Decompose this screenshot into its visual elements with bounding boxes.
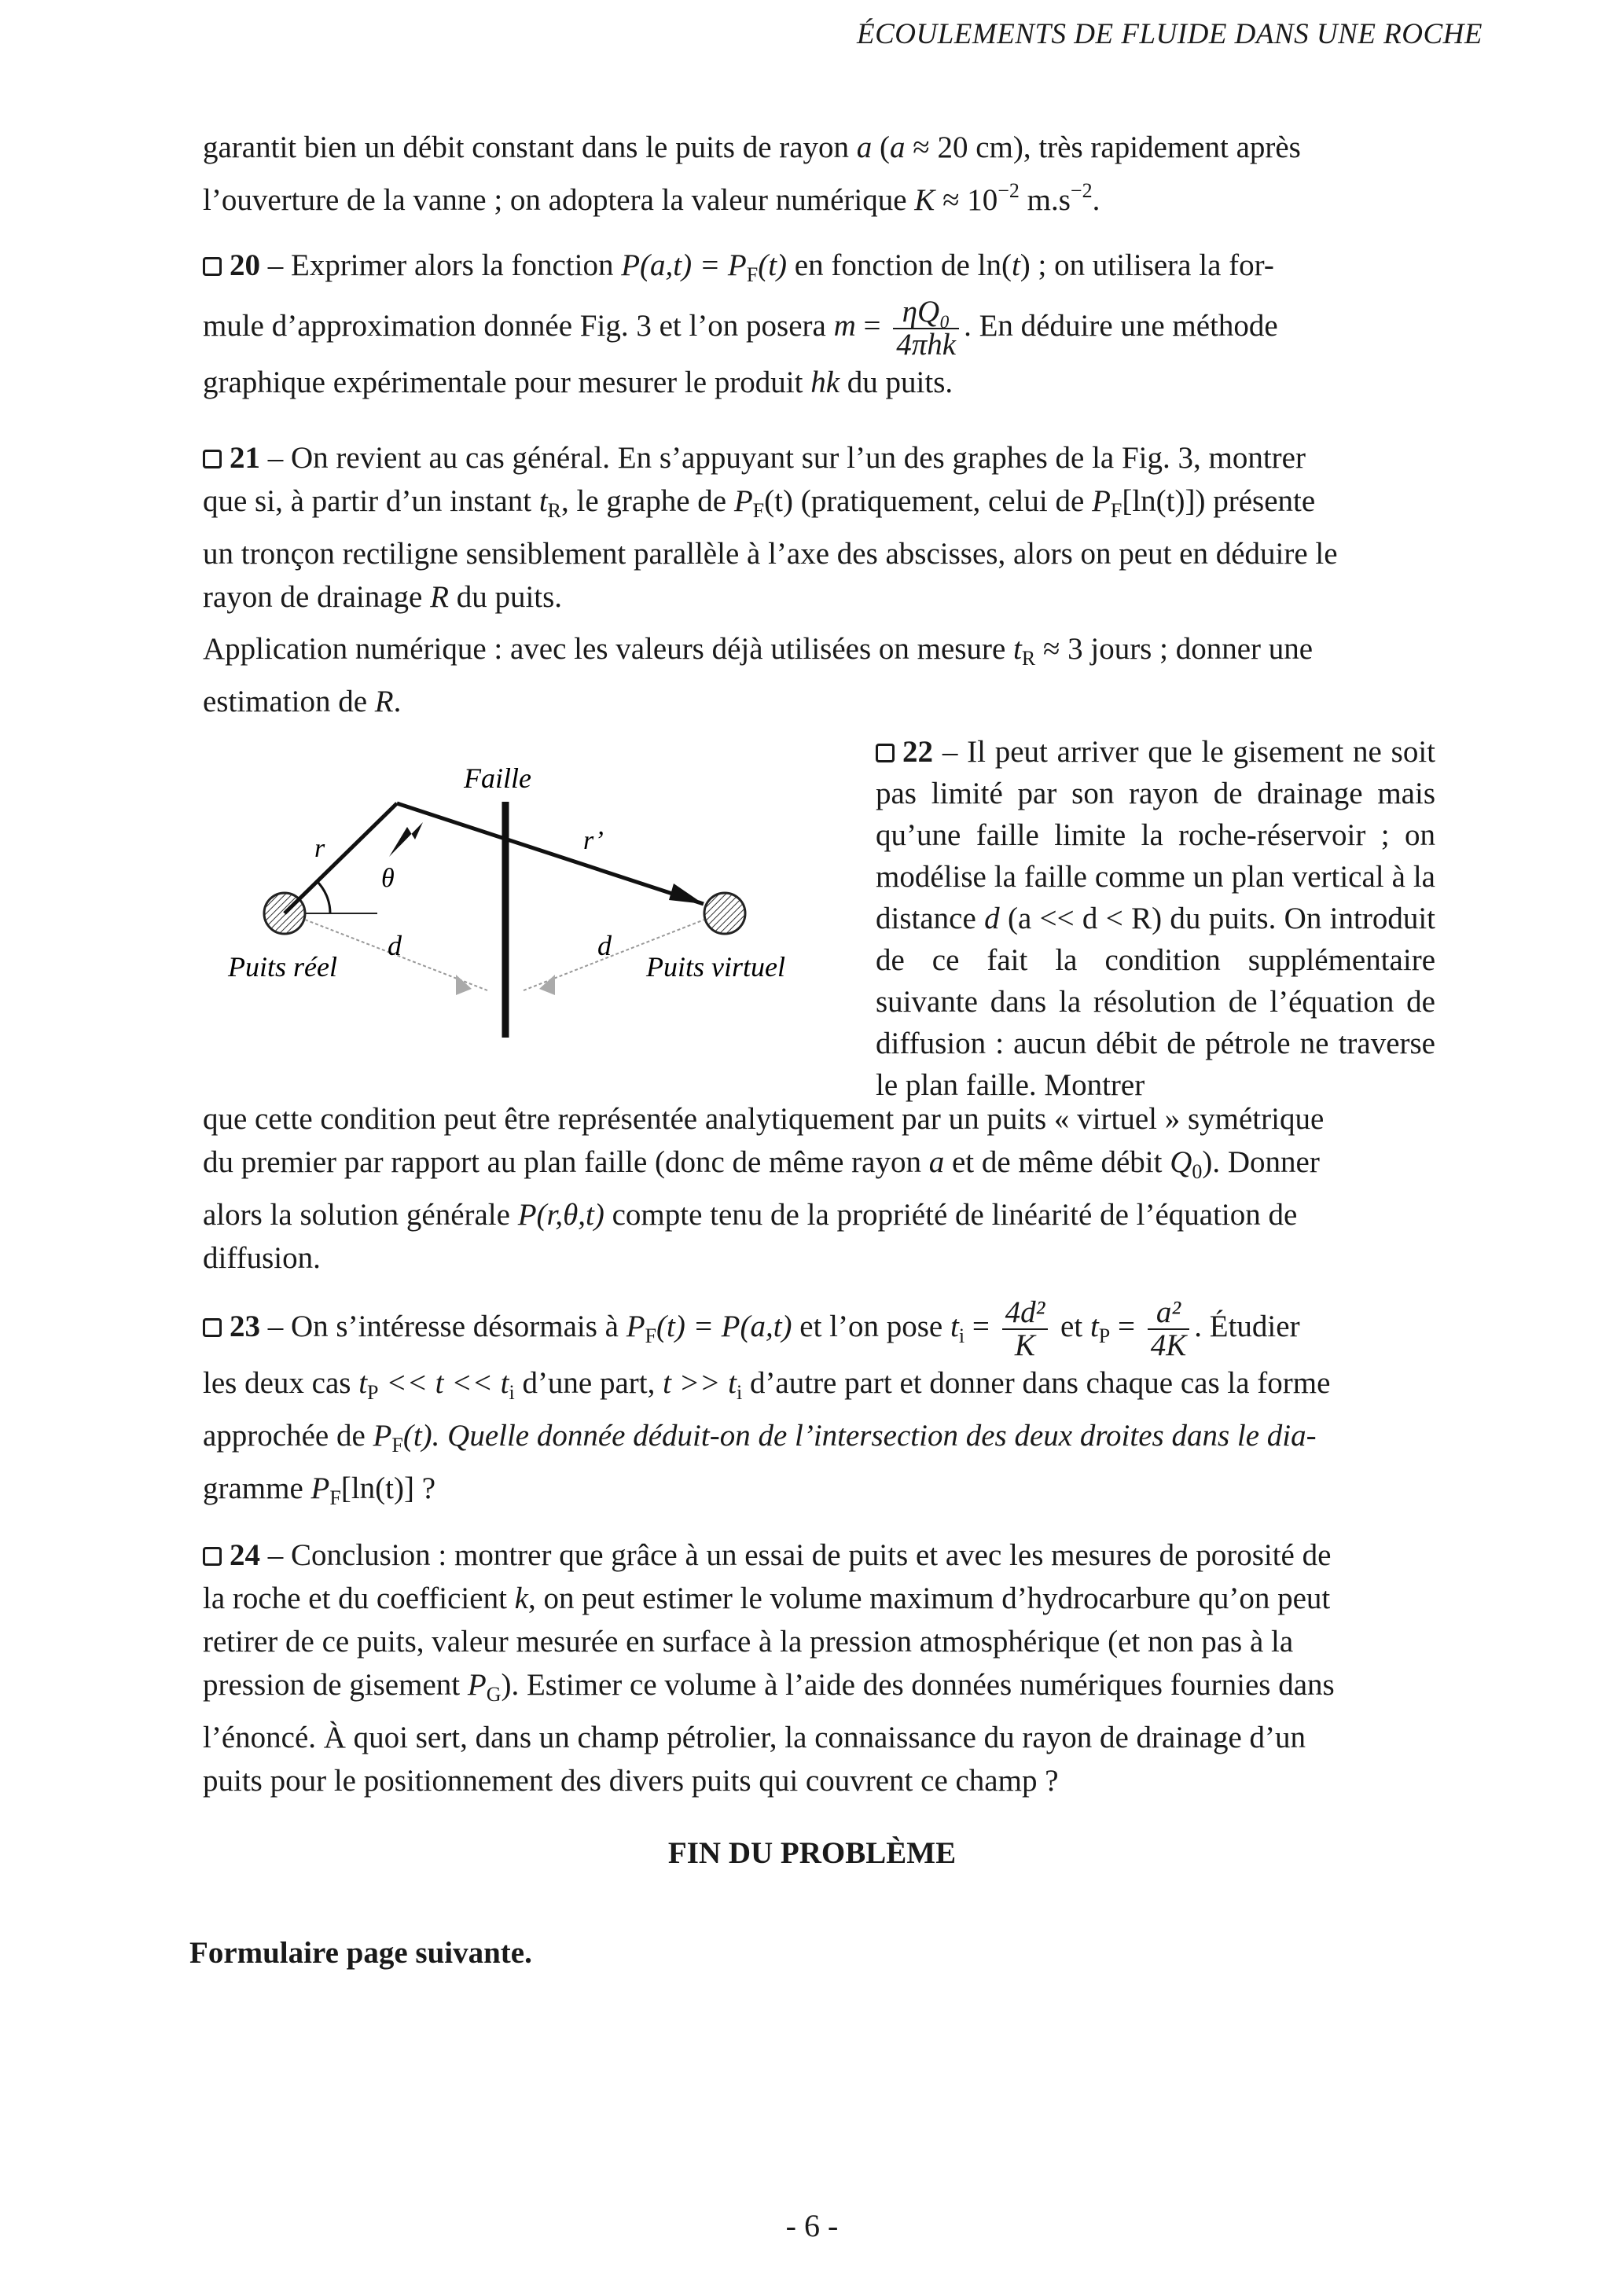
question-20: 20 – Exprimer alors la fonction $P(a,t) = P_F(t)$ en fonction de ln(t) ; on utilisera la for- mule d’approximation donnée Fig. 3 et l’on posera m = $\frac{\text{ηQ₀}}{\text{4πhk}}$ . En déduire une méthode graphique expérimentale pour mesurer le produit hk du puits. [203,248,1278,399]
label-d-left: d [388,930,402,961]
label-r-prime: r’ [583,826,604,855]
arrow-d-right-icon [539,975,555,995]
label-r: r [314,834,325,863]
question-23: 23 – On s’intéresse désormais à $P_F(t) = P(a,t)$ et l’on pose $t_i$ = $\frac{\text{4d²}}{K}$ et $t_P$ = $\frac{\text{a²}}{4K}$ . Étudier les deux cas $t_P << t << t_i$ d’une part, $t >> t_i$ d’autre part et donner dans chaque cas la forme approchée de $P_F(t)$. Quelle donnée déduit-on de l’intersection des deux droites dans le dia- gramme $P_F[\ln(t)]$ ? [203,1295,1331,1509]
vector-r-prime [397,803,704,904]
arrow-d-left-icon [456,975,472,995]
question-22: 22 – Il peut arriver que le gisement ne soit pas limité par son rayon de drainage mais qu’une faille limite la roche-réservoir ; on modélise la faille comme un plan vertical à la distance d (a << d < R) du puits. On introduit de ce fait la condition supplémentaire suivante dans la résolution de l’équation de diffusion : aucun débit de pétrole ne traverse le plan faille. Montrer [876,735,1436,1102]
vector-r-prime-arrowhead [669,884,704,904]
checkbox-icon [203,1547,222,1566]
theta-arc [316,880,330,913]
question-24: 24 – Conclusion : montrer que grâce à un essai de puits et avec les mesures de porosité de la roche et du coefficient k, on peut estimer le volume maximum d’hydrocarbure qu’on peut retirer de ce puits, valeur mesurée en surface à la pression atmosphérique (et non pas à la pression de gisement $P_G$). Estimer ce volume à l’aide des données numériques fournies dans l’énoncé. À quoi sert, dans un champ pétrolier, la connaissance du rayon de drainage d’un puits pour le positionnement des divers puits qui couvrent ce champ ? [203,1538,1335,1798]
checkbox-icon [203,450,222,468]
fraction-ti: $\frac{\text{4d²}}{K}$ [1002,1297,1049,1361]
label-d-right: d [597,930,612,961]
vector-r [285,803,397,913]
checkbox-icon [876,744,895,762]
label-theta: θ [381,864,395,893]
label-puits-virtuel: Puits virtuel [646,951,785,983]
label-faille: Faille [464,762,531,794]
running-title: ÉCOULEMENTS DE FLUIDE DANS UNE ROCHE [856,18,1483,50]
fraction-tp: $\frac{\text{a²}}{4K}$ [1148,1297,1190,1361]
next-page-note: Formulaire page suivante. [189,1936,532,1970]
question-22-continued: que cette condition peut être représentée analytiquement par un puits « virtuel » symétrique du premier par rapport au plan faille (donc de même rayon a et de même débit $Q_0$). Donner alors la solution générale P(r,θ,t) compte tenu de la propriété de linéarité de l’équation de diffusion. [203,1102,1325,1275]
application-numerique: Application numérique : avec les valeurs déjà utilisées on mesure $t_R \approx 3$ jours ; donner une estimation de R. [203,632,1314,718]
page-number: - 6 - [785,2208,839,2243]
fault-wells-figure [220,739,849,1053]
virtual-well-icon [704,893,745,934]
checkbox-icon [203,257,222,276]
label-puits-reel: Puits réel [228,951,337,983]
vector-r-arrowhead [389,822,423,857]
intro-paragraph: garantit bien un débit constant dans le puits de rayon a (a ≈ 20 cm), très rapidement après l’ouverture de la vanne ; on adoptera la valeur numérique $K \approx 10^{-2}$ $m.s^{-2}$. [203,130,1301,217]
end-of-problem: FIN DU PROBLÈME [667,1836,957,1870]
checkbox-icon [203,1318,222,1337]
fraction-m: $\frac{\text{ηQ₀}}{\text{4πhk}}$ [893,296,959,361]
question-21: 21 – On revient au cas général. En s’appuyant sur l’un des graphes de la Fig. 3, montrer que si, à partir d’un instant $t_R$, le graphe de $P_F(t)$ (pratiquement, celui de $P_F[\ln(t)]$) présente un tronçon rectiligne sensiblement parallèle à l’axe des abscisses, alors on peut en déduire le rayon de drainage R du puits. [203,441,1338,614]
